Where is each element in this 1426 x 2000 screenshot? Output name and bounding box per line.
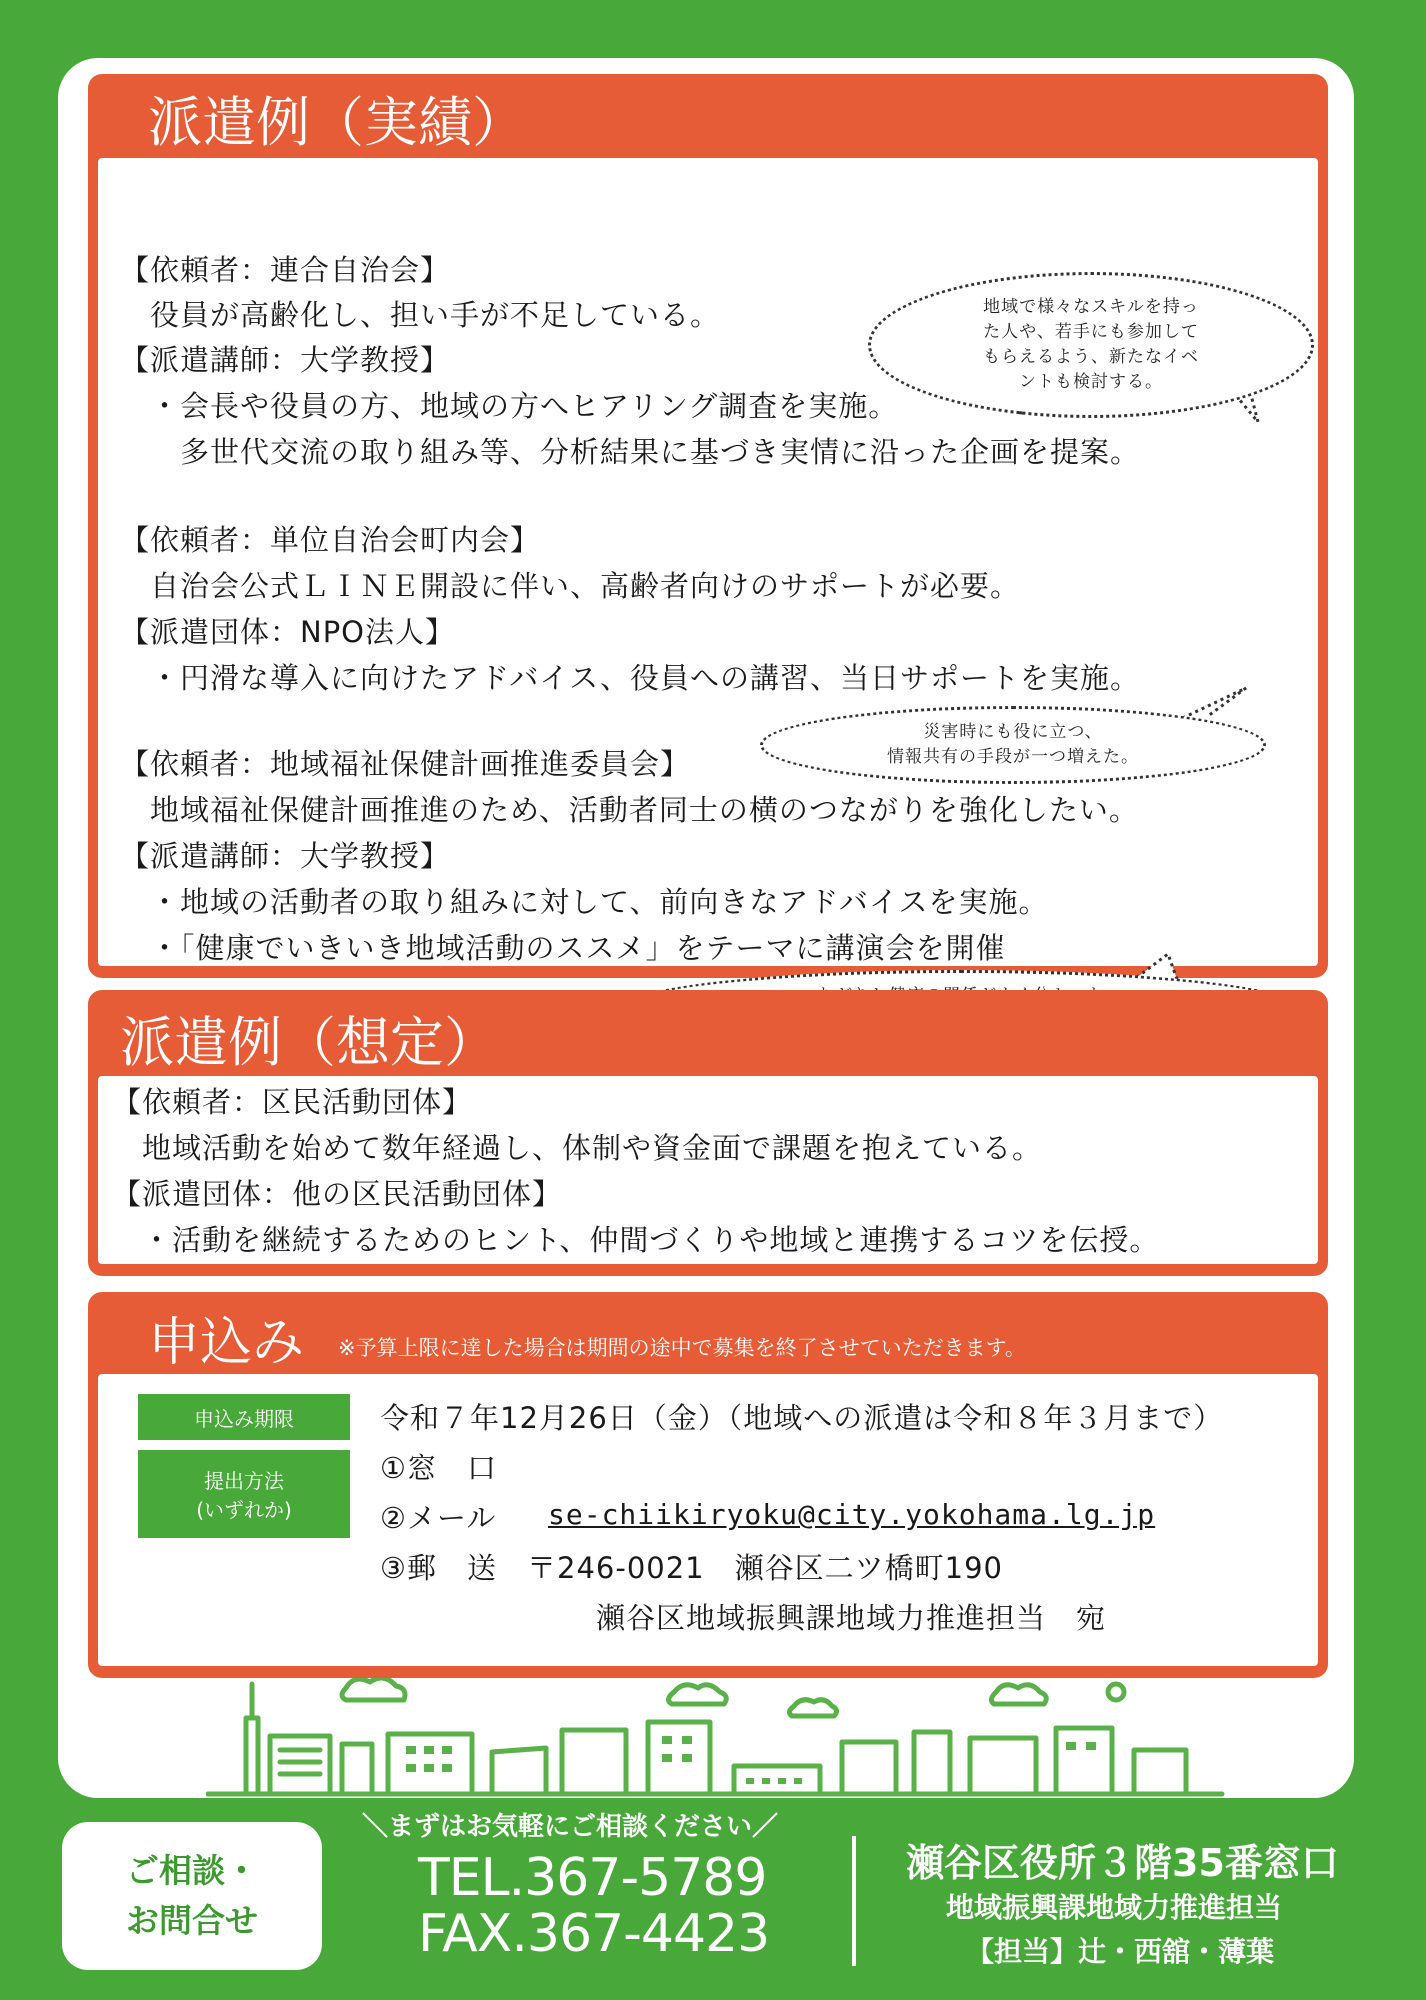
issue-text: 役員が高齢化し、担い手が不足している。	[120, 298, 721, 332]
issue-text: 自治会公式ＬＩＮＥ開設に伴い、高齢者向けのサポートが必要。	[120, 569, 1021, 603]
office-location: 瀬谷区役所３階35番窓口	[906, 1841, 1339, 1885]
deadline-label	[138, 1394, 350, 1440]
tel-number[interactable]: TEL.367-5789	[418, 1848, 767, 1908]
comment-bubble-2	[760, 706, 1266, 784]
comment-bubble-1	[868, 272, 1314, 418]
method-email-label: ②メール	[380, 1501, 497, 1535]
bubble-text: 情報共有の手段が一つ増えた。	[887, 747, 1139, 767]
section-apply	[88, 1292, 1328, 1678]
section-assumed-body	[98, 1076, 1318, 1264]
dispatch-heading: 【派遣団体：NPO法人】	[120, 615, 456, 649]
action-text: ・「健康でいきいき地域活動のススメ」をテーマに講演会を開催	[120, 931, 1006, 965]
deadline-date: 令和７年12月26日（金）（地域への派遣は令和８年３月まで）	[380, 1401, 1224, 1435]
bubble-text: 地域で様々なスキルを持っ	[983, 297, 1199, 317]
method-post: ③郵 送 〒246-0021 瀬谷区二ツ橋町190	[380, 1551, 1003, 1585]
action-text: ・地域の活動者の取り組みに対して、前向きなアドバイスを実施。	[120, 885, 1049, 919]
section-results	[88, 74, 1328, 978]
contact-label: お問合せ	[126, 1901, 258, 1940]
requester-heading: 【依頼者：連合自治会】	[120, 253, 451, 287]
bubble-text: ントも検討する。	[1019, 372, 1163, 392]
postal-address: 瀬谷区地域振興課地域力推進担当 宛	[596, 1601, 1107, 1635]
cityscape-illustration	[206, 1678, 1226, 1810]
footer-divider	[852, 1836, 856, 1966]
contact-badge	[62, 1822, 322, 1970]
section-assumed	[88, 990, 1328, 1276]
section-assumed-title: 派遣例（想定）	[120, 1011, 498, 1074]
requester-heading: 【依頼者：単位自治会町内会】	[120, 523, 541, 557]
method-counter: ①窓 口	[380, 1451, 497, 1485]
department-name: 地域振興課地域力推進担当	[946, 1891, 1283, 1924]
issue-text: 地域福祉保健計画推進のため、活動者同士の横のつながりを強化したい。	[120, 793, 1139, 827]
dispatch-heading: 【派遣団体：他の区民活動団体】	[112, 1177, 563, 1211]
method-label-subtext: (いずれか)	[196, 1498, 292, 1522]
bubble-text: 災害時にも役に立つ、	[923, 722, 1103, 742]
staff-names: 【担当】辻・西舘・薄葉	[966, 1935, 1275, 1968]
action-text: ・活動を継続するためのヒント、仲間づくりや地域と連携するコツを伝授。	[112, 1223, 1160, 1257]
contact-label: ご相談・	[126, 1851, 258, 1890]
requester-heading: 【依頼者：地域福祉保健計画推進委員会】	[120, 747, 691, 781]
issue-text: 地域活動を始めて数年経過し、体制や資金面で課題を抱えている。	[112, 1131, 1043, 1165]
requester-heading: 【依頼者：区民活動団体】	[112, 1085, 473, 1119]
section-results-title: 派遣例（実績）	[148, 91, 526, 154]
fax-number: FAX.367-4423	[418, 1904, 770, 1964]
bubble-text: た人や、若手にも参加して	[983, 322, 1199, 342]
dispatch-heading: 【派遣講師：大学教授】	[120, 343, 451, 377]
action-text: ・円滑な導入に向けたアドバイス、役員への講習、当日サポートを実施。	[120, 661, 1141, 695]
section-apply-body	[98, 1374, 1318, 1666]
dispatch-heading: 【派遣講師：大学教授】	[120, 839, 451, 873]
footer-catchphrase: ＼まずはお気軽にご相談ください／	[362, 1812, 779, 1842]
method-label-text: 提出方法	[204, 1469, 284, 1493]
action-text: ・会長や役員の方、地域の方へヒアリング調査を実施。	[120, 389, 899, 423]
method-label	[138, 1450, 350, 1538]
email-link[interactable]: se-chiikiryoku@city.yokohama.lg.jp	[548, 1498, 1156, 1531]
bubble-text: もらえるよう、新たなイベ	[983, 347, 1199, 367]
section-apply-title: 申込み	[148, 1313, 305, 1373]
action-text: 多世代交流の取り組み等、分析結果に基づき実情に沿った企画を提案。	[120, 435, 1141, 469]
budget-note: ※予算上限に達した場合は期間の途中で募集を終了させていただきます。	[338, 1336, 1026, 1360]
deadline-label-text: 申込み期限	[194, 1406, 294, 1431]
section-results-body	[98, 158, 1318, 966]
